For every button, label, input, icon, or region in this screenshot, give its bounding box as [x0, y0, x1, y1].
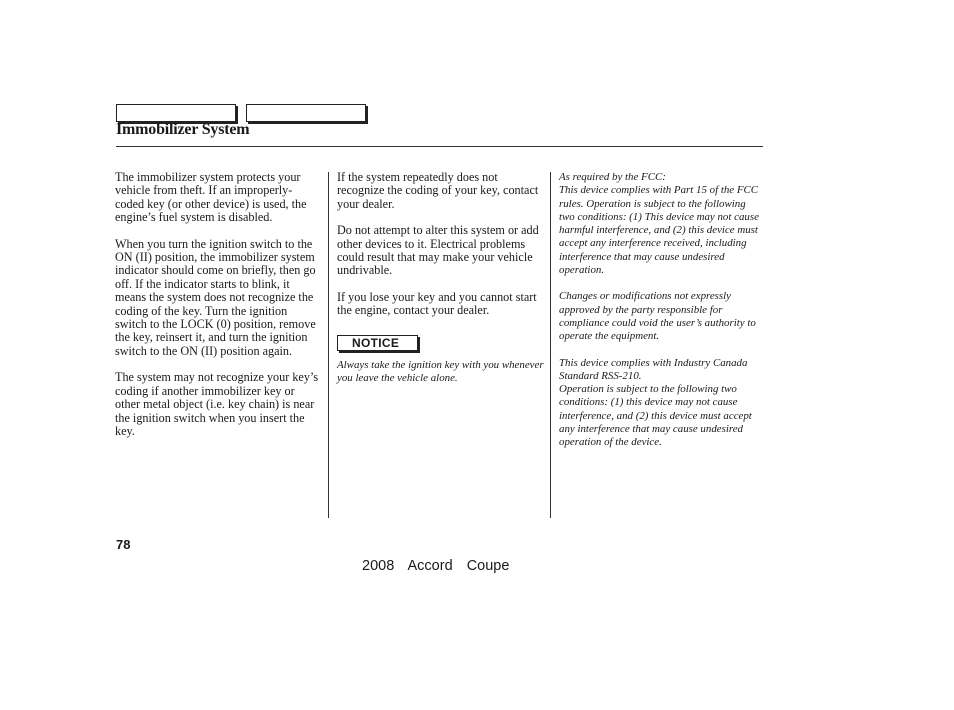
text-column-1 — [115, 171, 320, 451]
paragraph-contact-dealer: If the system repeatedly does not recognize the coding of your key, contact your dealer. — [337, 170, 539, 211]
paragraph-indicator: When you turn the ignition switch to the ON (II) position, the immobilizer system indicator should come on briefly, then go off. If the indicator starts to blink, it means the system does not recognize the coding of the key. Turn the ignition switch to the LOCK (0) position, remove the key, reinsert it, and turn the ignition switch to the ON (II) position again. — [115, 236, 316, 358]
text-column-2 — [337, 171, 544, 399]
notice-badge: NOTICE — [337, 335, 418, 351]
paragraph-modifications: Changes or modifications not expressly approved by the party responsible for compliance could void the user’s authority to operate the equipment. — [559, 290, 756, 343]
footer-model-label: 2008 Accord Coupe — [362, 558, 510, 574]
column-divider-1 — [328, 172, 329, 518]
section-title: Immobilizer System — [116, 121, 250, 138]
paragraph-industry-canada: This device complies with Industry Canada Standard RSS-210. Operation is subject to the following two conditions: (1) this device may not cause interference, and (2) this device must accept any interference that may cause undesired operation of the device. — [559, 356, 752, 449]
title-divider — [116, 146, 763, 147]
paragraph-do-not-alter: Do not attempt to alter this system or add other devices to it. Electrical problems could result that may make your vehicle undrivable. — [337, 223, 539, 278]
paragraph-fcc: As required by the FCC: This device complies with Part 15 of the FCC rules. Operation is subject to the following two conditions: (1) This device may not cause harmful interference, and (2) this device must accept any interference received, including interference that may cause undesired operation. — [559, 171, 759, 277]
text-column-3 — [559, 171, 764, 463]
paragraph-protection: The immobilizer system protects your vehicle from theft. If an improperly-coded key (or other device) is used, the engine’s fuel system is disabled. — [115, 170, 307, 225]
nav-tab-box-1[interactable] — [116, 104, 236, 122]
notice-text: Always take the ignition key with you whenever you leave the vehicle alone. — [337, 359, 544, 385]
paragraph-lost-key: If you lose your key and you cannot start the engine, contact your dealer. — [337, 289, 537, 318]
nav-tab-box-2[interactable] — [246, 104, 366, 122]
page-number: 78 — [116, 537, 131, 552]
paragraph-key-coding: The system may not recognize your key’s coding if another immobilizer key or other metal object (i.e. key chain) is near the ignition switch when you insert the key. — [115, 370, 319, 438]
column-divider-2 — [550, 172, 551, 518]
